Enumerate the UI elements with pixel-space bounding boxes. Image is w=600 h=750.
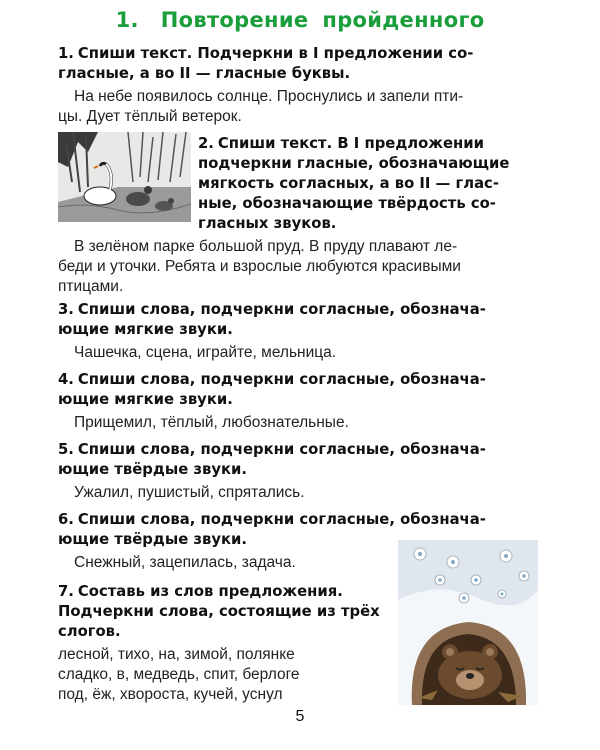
- task-3-number: 3.: [58, 301, 74, 318]
- task-7-word-line-1: лесной, тихо, на, зимой, полянке: [58, 646, 295, 663]
- task-6-title-line-1: [58, 510, 528, 530]
- task-3: [58, 300, 528, 363]
- task-5-text: [74, 483, 528, 503]
- section-number: 1.: [115, 8, 139, 32]
- task-4-number: 4.: [58, 371, 74, 388]
- task-2-text-line-3: птицами.: [58, 278, 124, 295]
- task-4-title-text-1: Спиши слова, подчеркни согласные, обознача-: [77, 371, 486, 388]
- task-2-text: [58, 237, 528, 297]
- task-7-title-text-1: Составь из слов предложения.: [77, 583, 343, 600]
- task-6-text-line-1: Снежный, зацепилась, задача.: [74, 554, 296, 571]
- task-1-title: [58, 44, 528, 84]
- page-title: [0, 8, 600, 32]
- task-1-title-line-1: [58, 44, 528, 64]
- task-2-title-line-3: мягкость согласных, а во II — глас-: [198, 175, 499, 192]
- task-5-text-line-1: Ужалил, пушистый, спрятались.: [74, 484, 305, 501]
- task-2-title-line-5: гласных звуков.: [198, 215, 337, 232]
- task-7-title-line-3: слогов.: [58, 623, 121, 640]
- task-7-word-list: [58, 645, 398, 705]
- task-3-text: [74, 343, 528, 363]
- task-3-title-line-1: [58, 300, 528, 320]
- task-2-title-line-1: [198, 134, 528, 154]
- task-7-word-line-2: сладко, в, медведь, спит, берлоге: [58, 666, 300, 683]
- title-word-2: пройденного: [322, 8, 485, 32]
- task-4-title: [58, 370, 528, 410]
- task-5-number: 5.: [58, 441, 74, 458]
- task-5-title-text-1: Спиши слова, подчеркни согласные, обознача-: [77, 441, 486, 458]
- task-3-text-line-1: Чашечка, сцена, играйте, мельница.: [74, 344, 337, 361]
- task-4-text: [74, 413, 528, 433]
- task-1-title-line-2: гласные, а во II — гласные буквы.: [58, 65, 351, 82]
- task-3-title-text-1: Спиши слова, подчеркни согласные, обознача-: [77, 301, 486, 318]
- task-2-title-line-4: ные, обозначающие твёрдость со-: [198, 195, 496, 212]
- task-1-text-line-1: На небе появилось солнце. Проснулись и запели пти-: [74, 88, 464, 105]
- task-2-number: 2.: [198, 135, 214, 152]
- task-2-text-line-1: В зелёном парке большой пруд. В пруду плавают ле-: [74, 238, 458, 255]
- task-6-number: 6.: [58, 511, 74, 528]
- task-4-title-line-1: [58, 370, 528, 390]
- title-word-1: Повторение: [160, 8, 309, 32]
- task-5: [58, 440, 528, 503]
- task-1-title-text-1: Спиши текст. Подчеркни в I предложении со-: [77, 45, 474, 62]
- task-7-title-line-2: Подчеркни слова, состоящие из трёх: [58, 603, 380, 620]
- task-3-title: [58, 300, 528, 340]
- task-6-title-line-2: ющие твёрдые звуки.: [58, 531, 248, 548]
- task-7-title-line-1: [58, 582, 398, 602]
- task-2-title-line-2: подчеркни гласные, обозначающие: [198, 155, 510, 172]
- task-5-title-line-1: [58, 440, 528, 460]
- task-3-title-line-2: ющие мягкие звуки.: [58, 321, 233, 338]
- task-5-title: [58, 440, 528, 480]
- task-7-title: [58, 582, 398, 642]
- task-2-text-line-2: беди и уточки. Ребята и взрослые любуются красивыми: [58, 258, 461, 275]
- sleeping-bear-illustration: [398, 540, 538, 705]
- task-2-title: [198, 134, 528, 234]
- task-5-title-line-2: ющие твёрдые звуки.: [58, 461, 248, 478]
- task-1-text: [58, 87, 528, 127]
- task-4: [58, 370, 528, 433]
- task-7: [58, 582, 398, 705]
- task-4-title-line-2: ющие мягкие звуки.: [58, 391, 233, 408]
- task-1-text-line-2: цы. Дует тёплый ветерок.: [58, 108, 242, 125]
- task-6-title-text-1: Спиши слова, подчеркни согласные, обознача-: [77, 511, 486, 528]
- task-4-text-line-1: Прищемил, тёплый, любознательные.: [74, 414, 349, 431]
- task-7-number: 7.: [58, 583, 74, 600]
- page-number: 5: [295, 708, 305, 725]
- task-2-title-text-1: Спиши текст. В I предложении: [217, 135, 484, 152]
- task-7-word-line-3: под, ёж, хвороста, кучей, уснул: [58, 686, 283, 703]
- task-2: [58, 134, 528, 297]
- task-1-number: 1.: [58, 45, 74, 62]
- task-1: [58, 44, 528, 127]
